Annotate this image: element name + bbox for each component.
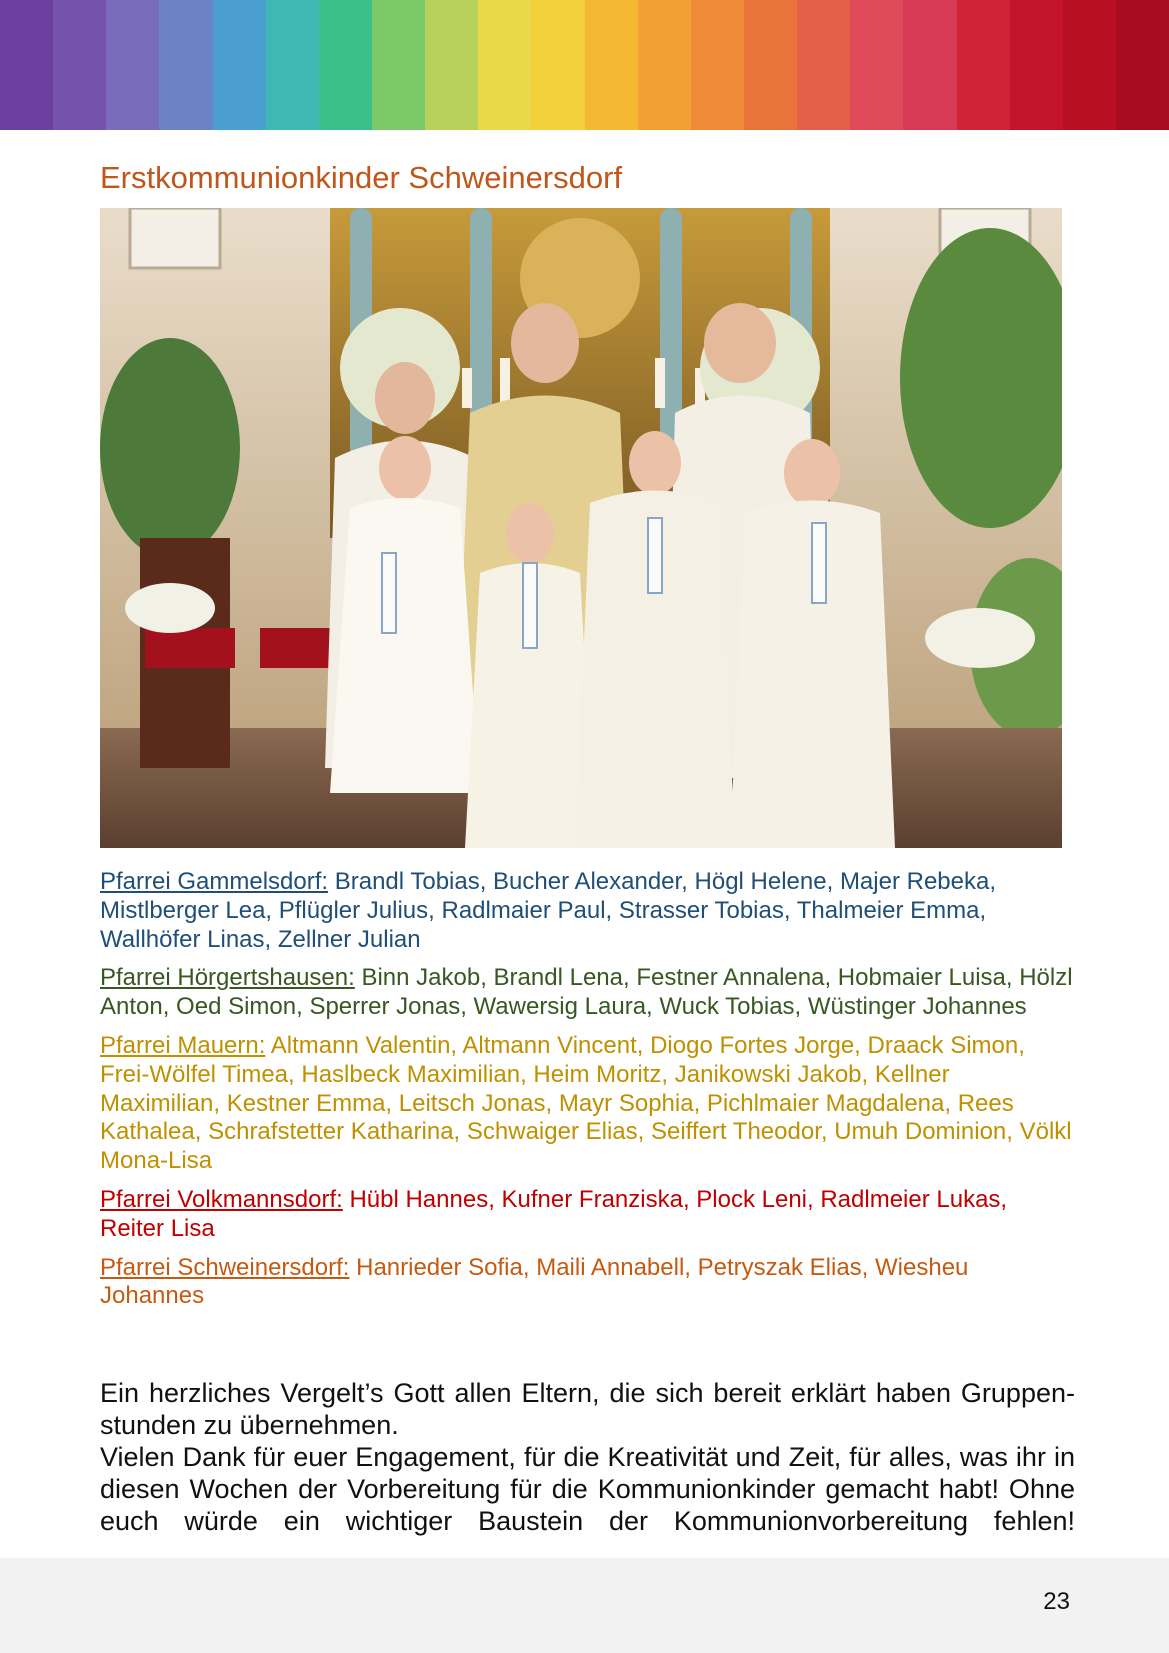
parish-entry xyxy=(100,964,1075,1022)
rainbow-stripe xyxy=(1116,0,1169,130)
parish-children-names: Binn Jakob, Brandl Lena, Festner Annalena, Hobmaier Luisa, Hölzl Anton, Oed Simon, Sperrer Jonas, Wawersig Laura, Wuck Tobias, Wüstinger Johannes xyxy=(100,964,1073,1021)
rainbow-stripe xyxy=(1010,0,1063,130)
parish-label: Pfarrei Volkmannsdorf: xyxy=(100,1185,343,1213)
rainbow-stripe xyxy=(638,0,691,130)
rainbow-stripe xyxy=(266,0,319,130)
thanks-paragraph-1: Ein herzliches Vergelt’s Gott allen Eltern, die sich bereit erklärt haben Gruppen-stunden zu übernehmen. xyxy=(100,1378,1075,1440)
parish-entry xyxy=(100,868,1075,954)
communion-children-list xyxy=(100,868,1075,1321)
thanks-paragraph-2: Vielen Dank für euer Engagement, für die Kreativität und Zeit, für alles, was ihr in diesen Wochen der Vorbereitung für die Kommunionkinder gemacht habt! Ohne euch würde ein wichtiger Baustein der Kommunionvorbereitung fehlen! xyxy=(100,1442,1075,1536)
rainbow-stripe xyxy=(372,0,425,130)
rainbow-stripe xyxy=(903,0,956,130)
group-photo xyxy=(100,208,1062,848)
rainbow-stripe xyxy=(1063,0,1116,130)
rainbow-stripe xyxy=(319,0,372,130)
rainbow-header-banner xyxy=(0,0,1169,130)
page-title: Erstkommunionkinder Schweinersdorf xyxy=(100,160,623,195)
rainbow-stripe xyxy=(691,0,744,130)
parish-entry xyxy=(100,1032,1075,1176)
parish-label: Pfarrei Gammelsdorf: xyxy=(100,868,329,895)
parish-entry xyxy=(100,1254,1075,1312)
parish-children-names: Hanrieder Sofia, Maili Annabell, Petryszak Elias, Wiesheu Johannes xyxy=(100,1253,969,1310)
rainbow-stripe xyxy=(478,0,531,130)
parish-label: Pfarrei Schweinersdorf: xyxy=(100,1253,350,1281)
rainbow-stripe xyxy=(0,0,53,130)
rainbow-stripe xyxy=(213,0,266,130)
rainbow-stripe xyxy=(425,0,478,130)
rainbow-stripe xyxy=(159,0,212,130)
footer-bar xyxy=(0,1558,1169,1653)
rainbow-stripe xyxy=(106,0,159,130)
rainbow-stripe xyxy=(585,0,638,130)
parish-children-names: Hübl Hannes, Kufner Franziska, Plock Leni, Radlmeier Lukas, Reiter Lisa xyxy=(100,1185,1008,1242)
rainbow-stripe xyxy=(797,0,850,130)
page-number: 23 xyxy=(1043,1588,1070,1615)
rainbow-stripe xyxy=(53,0,106,130)
rainbow-stripe xyxy=(531,0,584,130)
parish-label: Pfarrei Hörgertshausen: xyxy=(100,964,355,992)
rainbow-stripe xyxy=(957,0,1010,130)
thanks-message xyxy=(100,1377,1075,1537)
parish-children-names: Altmann Valentin, Altmann Vincent, Diogo Fortes Jorge, Draack Simon, Frei-Wölfel Timea, Haslbeck Maximilian, Heim Moritz, Janikowski Jakob, Kellner Maximilian, Kestner Emma, Leitsch Jonas, Mayr Sophia, Pichlmaier Magdalena, Rees Kathalea, Schrafstetter Katharina, Schwaiger Elias, Seiffert Theodor, Umuh Dominion, Völkl Mona-Lisa xyxy=(100,1031,1072,1175)
parish-entry xyxy=(100,1186,1075,1244)
parish-children-names: Brandl Tobias, Bucher Alexander, Högl Helene, Majer Rebeka, Mistlberger Lea, Pflügler Julius, Radlmaier Paul, Strasser Tobias, Thalmeier Emma, Wallhöfer Linas, Zellner Julian xyxy=(100,868,997,953)
rainbow-stripe xyxy=(744,0,797,130)
rainbow-stripe xyxy=(850,0,903,130)
parish-label: Pfarrei Mauern: xyxy=(100,1031,266,1059)
